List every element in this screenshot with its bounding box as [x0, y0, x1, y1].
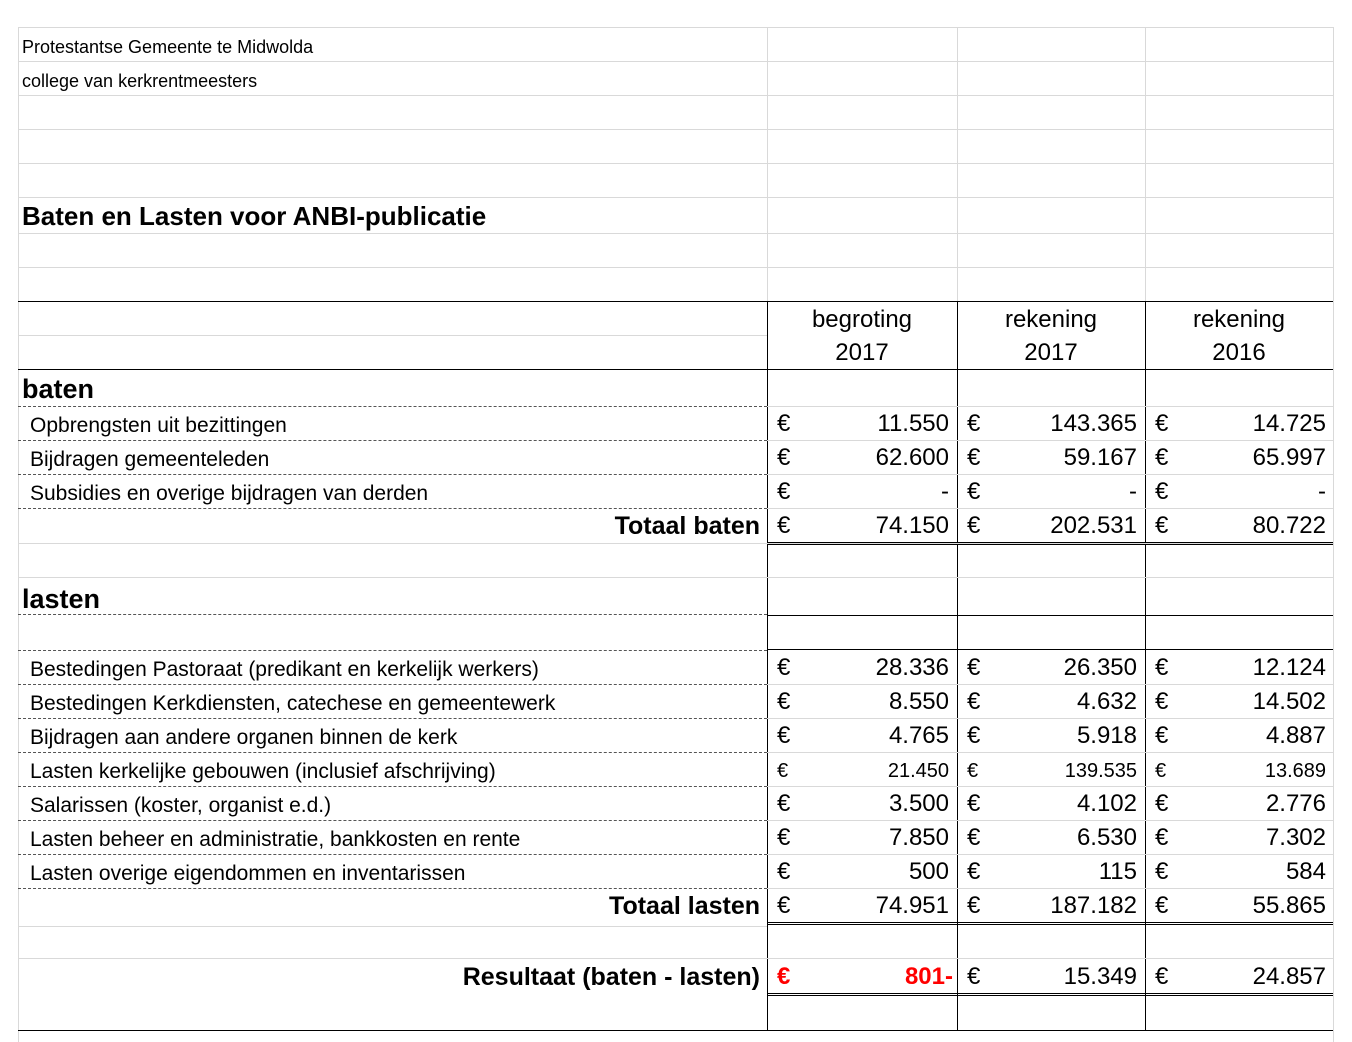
amount-cell: 74.951 [875, 892, 949, 919]
grid-line [18, 577, 1333, 578]
amount-cell: 115 [1098, 858, 1137, 885]
row-label: Bestedingen Pastoraat (predikant en kerkelijk werkers) [30, 658, 539, 681]
amount-cell: 62.600 [875, 444, 949, 471]
grid-line [18, 958, 1333, 959]
euro-sign: € [967, 760, 979, 782]
amount-cell: 4.632 [1076, 688, 1137, 715]
amount-cell: 5.918 [1076, 722, 1137, 749]
grid-line [18, 406, 767, 407]
euro-sign: € [1155, 410, 1169, 437]
grid-line [1145, 27, 1146, 301]
grid-line [18, 614, 767, 615]
euro-sign: € [967, 410, 981, 437]
euro-sign: € [967, 892, 981, 919]
amount-cell: 24.857 [1252, 963, 1326, 990]
page-title: Baten en Lasten voor ANBI-publicatie [22, 201, 487, 231]
euro-sign: € [1155, 688, 1169, 715]
euro-sign: € [967, 963, 981, 990]
euro-sign: € [967, 512, 981, 539]
euro-sign: € [967, 688, 981, 715]
euro-sign: € [777, 858, 791, 885]
grid-line [18, 197, 1333, 198]
grid-line [18, 27, 1333, 28]
euro-sign: € [967, 790, 981, 817]
euro-sign: € [967, 824, 981, 851]
grid-line [767, 718, 1333, 719]
euro-sign: € [777, 892, 791, 919]
grid-line [18, 820, 767, 821]
euro-sign: € [777, 478, 791, 505]
amount-cell: 584 [1285, 858, 1326, 885]
grid-line [767, 615, 1333, 616]
euro-sign: € [777, 410, 791, 437]
amount-cell: 801- [904, 963, 953, 990]
euro-sign: € [1155, 760, 1167, 782]
grid-line [767, 406, 1333, 407]
grid-line [18, 926, 767, 927]
euro-sign: € [1155, 722, 1169, 749]
grid-line [767, 786, 1333, 787]
euro-sign: € [777, 688, 791, 715]
grid-line [18, 1030, 1333, 1031]
grid-line [18, 474, 767, 475]
euro-sign: € [967, 722, 981, 749]
euro-sign: € [1155, 478, 1169, 505]
amount-cell: 11.550 [877, 410, 949, 437]
total-label-baten: Totaal baten [614, 512, 760, 540]
grid-line [18, 752, 767, 753]
euro-sign: € [1155, 892, 1169, 919]
col-header-rekening-2017-line1: rekening [1004, 306, 1098, 333]
total-label-lasten: Totaal lasten [609, 892, 760, 920]
grid-line [767, 474, 1333, 475]
amount-cell: 15.349 [1063, 963, 1137, 990]
euro-sign: € [777, 654, 791, 681]
col-header-rekening-2016-line2: 2016 [1212, 339, 1266, 366]
col-header-rekening-2016-line1: rekening [1192, 306, 1286, 333]
grid-line [767, 684, 1333, 685]
euro-sign: € [967, 478, 981, 505]
org-name: Protestantse Gemeente te Midwolda [22, 37, 314, 57]
amount-cell: 74.150 [875, 512, 949, 539]
row-label: Lasten kerkelijke gebouwen (inclusief afschrijving) [30, 760, 496, 783]
amount-cell: 143.365 [1050, 410, 1137, 437]
euro-sign: € [967, 654, 981, 681]
grid-line [767, 820, 1333, 821]
grid-line [767, 440, 1333, 441]
grid-line [767, 649, 1333, 650]
table-top-border [18, 301, 1333, 302]
board-name: college van kerkrentmeesters [22, 71, 258, 91]
grid-line [18, 233, 1333, 234]
grid-line [767, 27, 768, 301]
euro-sign: € [1155, 444, 1169, 471]
amount-cell: 6.530 [1076, 824, 1137, 851]
grid-line [18, 508, 767, 509]
euro-sign: € [1155, 824, 1169, 851]
row-label: Lasten beheer en administratie, bankkosten en rente [30, 828, 521, 851]
total-double-underline [767, 542, 1333, 545]
euro-sign: € [777, 790, 791, 817]
row-label: Bijdragen gemeenteleden [30, 448, 270, 471]
col-header-begroting-2017-line2: 2017 [835, 339, 889, 366]
grid-line [18, 335, 767, 336]
amount-cell: 500 [908, 858, 949, 885]
grid-line [18, 888, 767, 889]
row-label: Opbrengsten uit bezittingen [30, 414, 287, 437]
grid-line [767, 888, 1333, 889]
amount-cell: - [1318, 478, 1326, 505]
euro-sign: € [777, 722, 791, 749]
amount-cell: 202.531 [1050, 512, 1137, 539]
row-label: Subsidies en overige bijdragen van derden [30, 482, 429, 505]
column-border [1145, 301, 1146, 1030]
result-double-underline [767, 993, 1333, 996]
euro-sign: € [777, 512, 791, 539]
euro-sign: € [1155, 790, 1169, 817]
euro-sign: € [777, 444, 791, 471]
grid-line [18, 650, 767, 651]
grid-line [18, 61, 1333, 62]
grid-line [18, 786, 767, 787]
section-heading-baten: baten [22, 374, 95, 404]
column-border [957, 301, 958, 1030]
amount-cell: 139.535 [1064, 760, 1137, 782]
amount-cell: - [1129, 478, 1137, 505]
euro-sign: € [777, 824, 791, 851]
amount-cell: 7.302 [1265, 824, 1326, 851]
amount-cell: 14.502 [1252, 688, 1326, 715]
euro-sign: € [1155, 512, 1169, 539]
amount-cell: 4.887 [1265, 722, 1326, 749]
amount-cell: 3.500 [888, 790, 949, 817]
amount-cell: 13.689 [1264, 760, 1326, 782]
total-double-underline [767, 922, 1333, 925]
amount-cell: 65.997 [1252, 444, 1326, 471]
grid-line [18, 854, 767, 855]
section-heading-lasten: lasten [22, 584, 101, 614]
grid-line [957, 27, 958, 301]
euro-sign: € [967, 858, 981, 885]
grid-line [18, 718, 767, 719]
row-label: Salarissen (koster, organist e.d.) [30, 794, 332, 817]
euro-sign: € [777, 760, 789, 782]
result-label: Resultaat (baten - lasten) [462, 963, 760, 991]
row-label: Lasten overige eigendommen en inventarissen [30, 862, 466, 885]
grid-line [18, 129, 1333, 130]
grid-line [767, 508, 1333, 509]
column-border [767, 301, 768, 1030]
grid-line [18, 684, 767, 685]
amount-cell: 55.865 [1252, 892, 1326, 919]
euro-sign: € [777, 963, 791, 990]
euro-sign: € [1155, 963, 1169, 990]
grid-line [18, 95, 1333, 96]
amount-cell: 7.850 [888, 824, 949, 851]
amount-cell: 26.350 [1063, 654, 1137, 681]
grid-line [18, 440, 767, 441]
amount-cell: 8.550 [888, 688, 949, 715]
row-label: Bestedingen Kerkdiensten, catechese en gemeentewerk [30, 692, 556, 715]
euro-sign: € [1155, 654, 1169, 681]
amount-cell: 4.102 [1076, 790, 1137, 817]
grid-line [18, 369, 1333, 370]
col-header-begroting-2017-line1: begroting [811, 306, 913, 333]
amount-cell: 12.124 [1252, 654, 1326, 681]
amount-cell: 80.722 [1252, 512, 1326, 539]
grid-line [18, 163, 1333, 164]
amount-cell: 4.765 [888, 722, 949, 749]
row-label: Bijdragen aan andere organen binnen de kerk [30, 726, 458, 749]
col-header-rekening-2017-line2: 2017 [1024, 339, 1078, 366]
amount-cell: 2.776 [1265, 790, 1326, 817]
amount-cell: 28.336 [875, 654, 949, 681]
grid-line [767, 752, 1333, 753]
amount-cell: 14.725 [1252, 410, 1326, 437]
grid-line [767, 854, 1333, 855]
amount-cell: 59.167 [1063, 444, 1137, 471]
euro-sign: € [1155, 858, 1169, 885]
grid-line [18, 267, 1333, 268]
euro-sign: € [967, 444, 981, 471]
grid-line [1333, 27, 1334, 1042]
amount-cell: - [941, 478, 949, 505]
amount-cell: 187.182 [1050, 892, 1137, 919]
amount-cell: 21.450 [887, 760, 949, 782]
